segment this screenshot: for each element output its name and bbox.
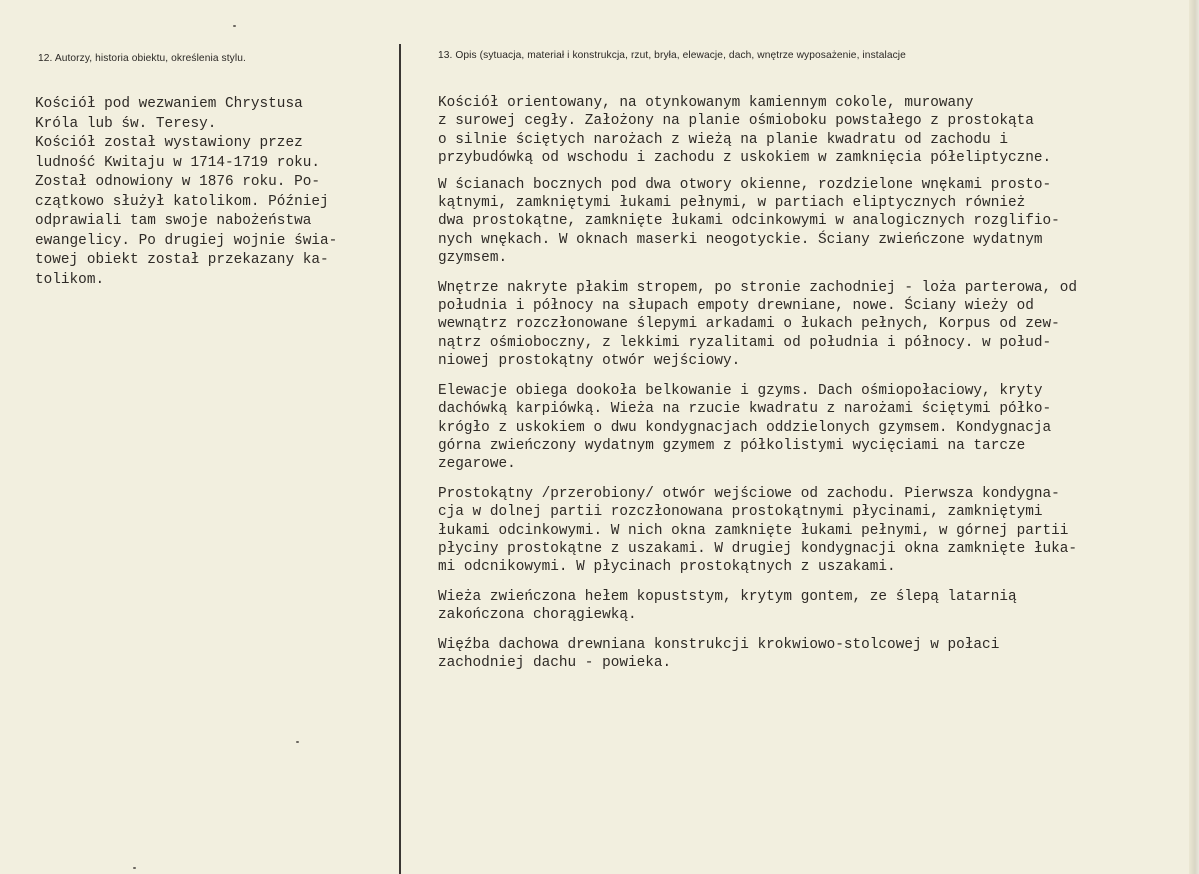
description-column: [438, 94, 1183, 672]
description-paragraph: Elewacje obiega dookoła belkowanie i gzyms. Dach ośmiopołaciowy, kryty dachówką karpiówką. Wieża na rzucie kwadratu z narożami ściętymi półko- krógło z uskokiem o dwu kondygnacjach oddzielonych gzymsem. Kondygnacja górna zwieńczony wydatnym gzymem z półkolistymi wycięciami na tarcze zegarowe.: [438, 382, 1052, 473]
description-paragraph: Więźba dachowa drewniana konstrukcji krokwiowo-stolcowej w połaci zachodniej dachu - powieka.: [438, 636, 1000, 671]
description-paragraph: Kościół orientowany, na otynkowanym kamiennym cokole, murowany z surowej cegły. Założony na planie ośmioboku powstałego z prostokąta o silnie ściętych narożach z wieżą na planie kwadratu od zachodu i przybudówką od wschodu i zachodu z uskokiem w zamknięcia półeliptyczne.: [438, 95, 1052, 167]
section-12-header: 12. Autorzy, historia obiektu, określenia stylu.: [38, 53, 246, 64]
description-paragraph: W ścianach bocznych pod dwa otwory okienne, rozdzielone wnękami prosto- kątnymi, zamkniętymi łukami pełnymi, w partiach eliptycznych również dwa prostokątne, zamknięte łukami odcinkowymi w analogicznych rozglifio- nych wnękach. W oknach maserki neogotyckie. Ściany zwieńczone wydatnym gzymsem.: [438, 176, 1060, 267]
history-text: Kościół pod wezwaniem Chrystusa Króla lub św. Teresy. Kościół został wystawiony przez ludność Kwitaju w 1714-1719 roku. Został odnowiony w 1876 roku. Po- czątkowo służył katolikom. Później odprawiali tam swoje nabożeństwa ewangelicy. Po drugiej wojnie świa- towej obiekt został przekazany ka- tolikom.: [35, 96, 338, 288]
paper-speck: [133, 867, 136, 869]
description-paragraph: Wieża zwieńczona hełem kopuststym, krytym gontem, ze ślepą latarnią zakończona chorągiewką.: [438, 588, 1017, 624]
section-13-header: 13. Opis (sytuacja, materiał i konstrukcja, rzut, bryła, elewacje, dach, wnętrze wyposażenie, instalacje: [438, 50, 906, 61]
description-paragraph: Prostokątny /przerobiony/ otwór wejściowe od zachodu. Pierwsza kondygna- cja w dolnej partii rozczłonowana prostokątnymi płycinami, zamkniętymi łukami odcinkowymi. W nich okna zamknięte łukami pełnymi, w górnej partii płyciny prostokątne z uszakami. W drugiej kondygnacji okna zamknięte łuka- mi odcnikowymi. W płycinach prostokątnych z uszakami.: [438, 485, 1078, 576]
card-edge: [1189, 0, 1199, 874]
column-divider: [399, 44, 401, 874]
description-paragraph: Wnętrze nakryte płakim stropem, po stronie zachodniej - loża parterowa, od południa i północy na słupach empoty drewniane, nowe. Ściany wieży od wewnątrz rozczłonowane ślepymi arkadami o łukach pełnych, Korpus od zew- nątrz ośmioboczny, z lekkimi ryzalitami od południa i północy. w połud- niowej prostokątny otwór wejściowy.: [438, 279, 1078, 370]
paper-speck: [296, 741, 299, 743]
paper-speck: [233, 25, 236, 27]
